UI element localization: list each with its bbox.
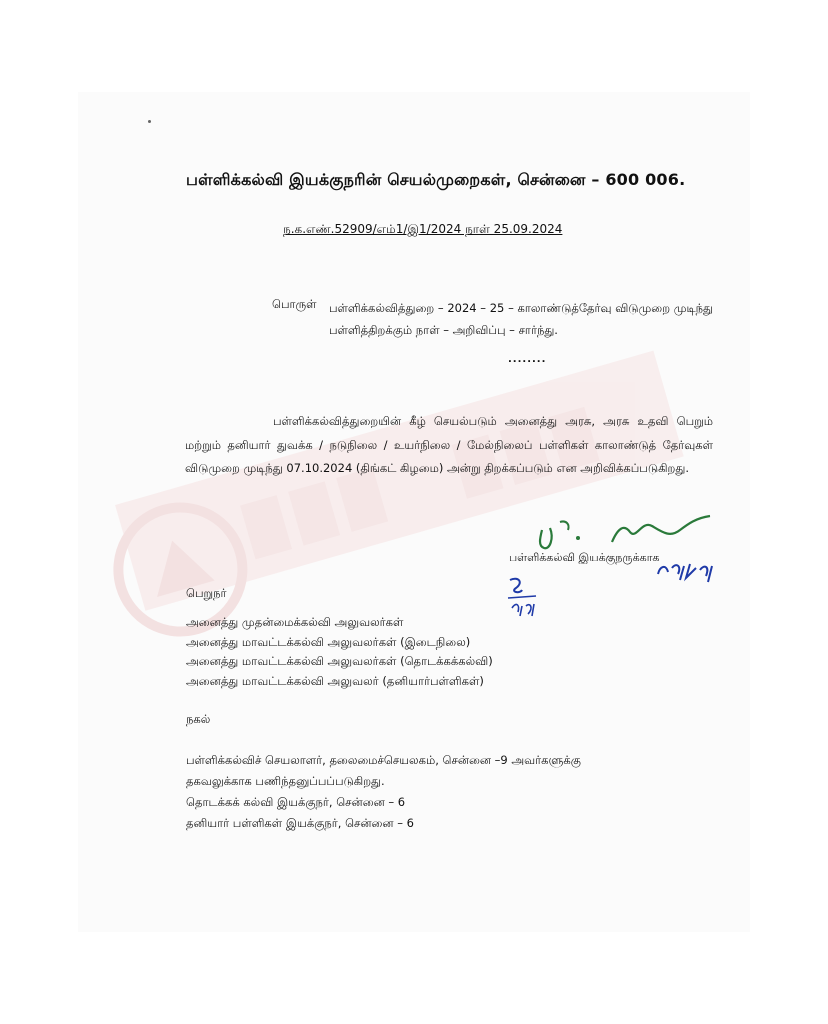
initials-image bbox=[500, 572, 550, 622]
subject-label: பொருள் bbox=[272, 297, 317, 311]
copy-label: நகல் bbox=[186, 712, 211, 726]
recipient-item: அனைத்து மாவட்டக்கல்வி அலுவலர்கள் (இடைநிலை) bbox=[186, 634, 471, 649]
copy-list bbox=[186, 750, 706, 834]
copy-item: பள்ளிக்கல்விச் செயலாளர், தலைமைச்செயலகம், சென்னை –9 அவர்களுக்கு bbox=[186, 753, 581, 767]
signatory-title: பள்ளிக்கல்வி இயக்குநருக்காக bbox=[509, 551, 660, 564]
scan-speck bbox=[148, 120, 151, 123]
copy-item: தொடக்கக் கல்வி இயக்குநர், சென்னை – 6 bbox=[186, 795, 406, 809]
body-paragraph: பள்ளிக்கல்வித்துறையின் கீழ் செயல்படும் அனைத்து அரசு, அரசு உதவி பெறும் மற்றும் தனியார் துவக்க / நடுநிலை / உயர்நிலை / மேல்நிலைப் பள்ளிகள் காலாண்டுத் தேர்வுகள் விடுமுறை முடிந்து 07.10.2024 (திங்கட் கிழமை) அன்று திறக்கப்படும் என அறிவிக்கப்படுகிறது. bbox=[185, 414, 713, 475]
copy-item: தகவலுக்காக பணிந்தனுப்பப்படுகிறது. bbox=[186, 774, 385, 788]
subject-text: பள்ளிக்கல்வித்துறை – 2024 – 25 – காலாண்டுத்தேர்வு விடுமுறை முடிந்து பள்ளித்திறக்கும் நாள் – அறிவிப்பு – சார்ந்து. bbox=[329, 301, 713, 337]
document-heading: பள்ளிக்கல்வி இயக்குநரின் செயல்முறைகள், சென்னை – 600 006. bbox=[186, 170, 686, 189]
recipients-label: பெறுநர் bbox=[186, 586, 227, 600]
recipient-item: அனைத்து மாவட்டக்கல்வி அலுவலர்கள் (தொடக்கக்கல்வி) bbox=[186, 654, 493, 668]
recipient-item: அனைத்து மாவட்டக்கல்வி அலுவலர் (தனியார்பள்ளிகள்) bbox=[186, 673, 484, 688]
copy-item: தனியார் பள்ளிகள் இயக்குநர், சென்னை – 6 bbox=[186, 816, 414, 830]
recipients-list bbox=[186, 613, 493, 691]
recipient-item: அனைத்து முதன்மைக்கல்வி அலுவலர்கள் bbox=[186, 615, 404, 629]
signature-image bbox=[520, 508, 736, 588]
reference-number: ந.க.எண்.52909/எம்1/இ1/2024 நாள் 25.09.2024 bbox=[283, 222, 563, 236]
separator-dots: ........ bbox=[508, 354, 547, 365]
